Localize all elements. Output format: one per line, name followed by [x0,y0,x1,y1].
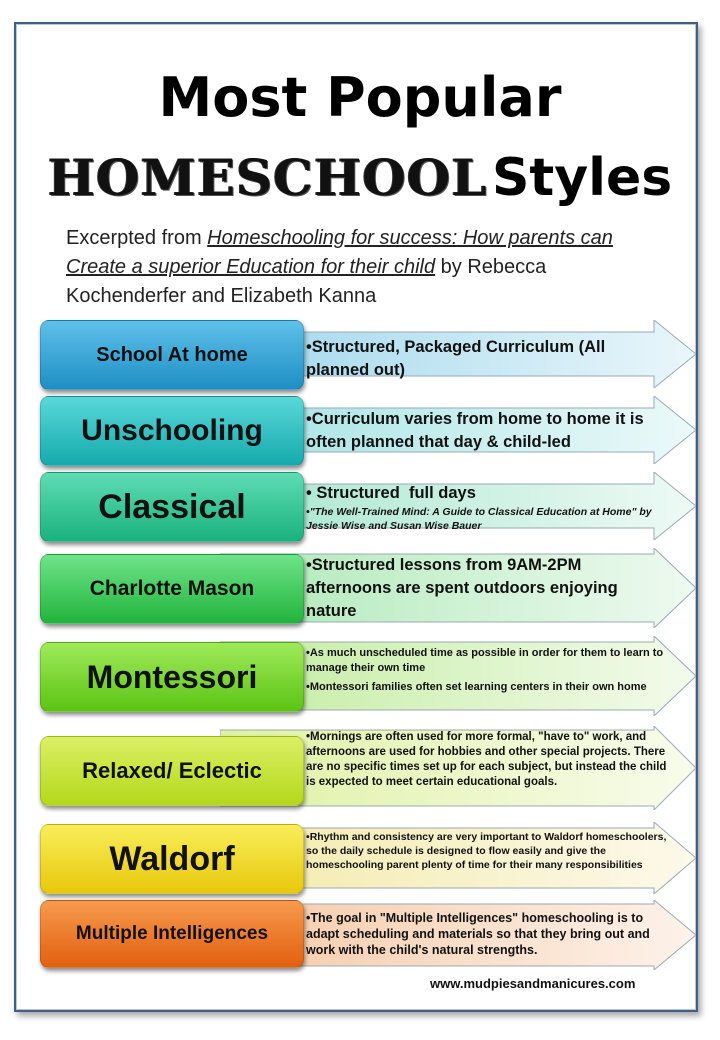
style-row-unschooling [40,396,696,464]
style-name-pill [40,736,304,806]
style-row-school-at-home [40,320,696,388]
style-row-montessori [40,636,696,716]
style-name: Multiple Intelligences [75,923,269,944]
style-name: Charlotte Mason [89,577,255,600]
bullet: • Structured full days [306,482,666,505]
intro-prefix: Excerpted from [66,227,208,249]
style-description [302,910,672,958]
intro-suffix: by Rebecca Kochenderfer and Elizabeth Kanna [66,256,547,307]
style-description [302,830,676,872]
style-description [302,336,666,382]
style-description [302,482,666,533]
bullet: • "The Well-Trained Mind: A Guide to Classical Education at Home" by Jessie Wise and Susan Wise Bauer [306,505,666,533]
style-name-pill [40,642,304,712]
style-name: Unschooling [81,414,263,447]
style-name: School At home [96,343,248,366]
style-description [302,730,672,790]
style-name: Classical [98,487,246,526]
bullet: • Structured, Packaged Curriculum (All planned out) [306,336,666,382]
bullet: • Mornings are often used for more formal, "have to" work, and afternoons are used for hobbies and other special projects. There are no specific times set up for each subject, but instead the child is expected to meet certain educational goals. [306,730,672,790]
bullet: • Rhythm and consistency are very important to Waldorf homeschoolers, so the daily schedule is designed to flow easily and give the homeschooling parent plenty of time for their many responsibilities [306,830,676,872]
footer-url: www.mudpiesandmanicures.com [430,976,636,991]
style-name-pill [40,554,304,624]
bullet: • The goal in "Multiple Intelligences" homeschooling is to adapt scheduling and materials so that they bring out and work with the child's natural strengths. [306,910,672,958]
style-name-pill [40,320,304,390]
style-name-pill [40,472,304,542]
title-line-1: Most Popular [158,66,562,129]
style-row-charlotte-mason [40,548,696,628]
style-name-pill [40,900,304,968]
style-name: Waldorf [109,839,235,878]
book-title: Homeschooling for success: How parents can Create a superior Education for their child [66,227,613,278]
style-description [302,408,666,454]
style-row-multiple-intelligences [40,900,696,970]
style-row-classical [40,472,696,540]
bullet: • Curriculum varies from home to home it is often planned that day & child-led [306,408,666,454]
style-description [302,554,666,623]
style-row-relaxed-eclectic [40,726,696,810]
style-name-pill [40,824,304,894]
intro-text [66,224,666,311]
style-description [302,646,666,695]
title-line-2 [0,142,720,227]
style-name: Montessori [86,658,258,695]
bullet: • As much unscheduled time as possible in order for them to learn to manage their own time [306,646,666,676]
style-name: Relaxed/ Eclectic [82,758,262,783]
title-styles: Styles [491,148,673,208]
title-homeschool: HOMESCHOOL [47,148,488,207]
style-row-waldorf [40,822,696,894]
style-name-pill [40,396,304,466]
bullet: • Structured lessons from 9AM-2PM afternoons are spent outdoors enjoying nature [306,554,666,623]
bullet: • Montessori families often set learning centers in their own home [306,680,666,695]
